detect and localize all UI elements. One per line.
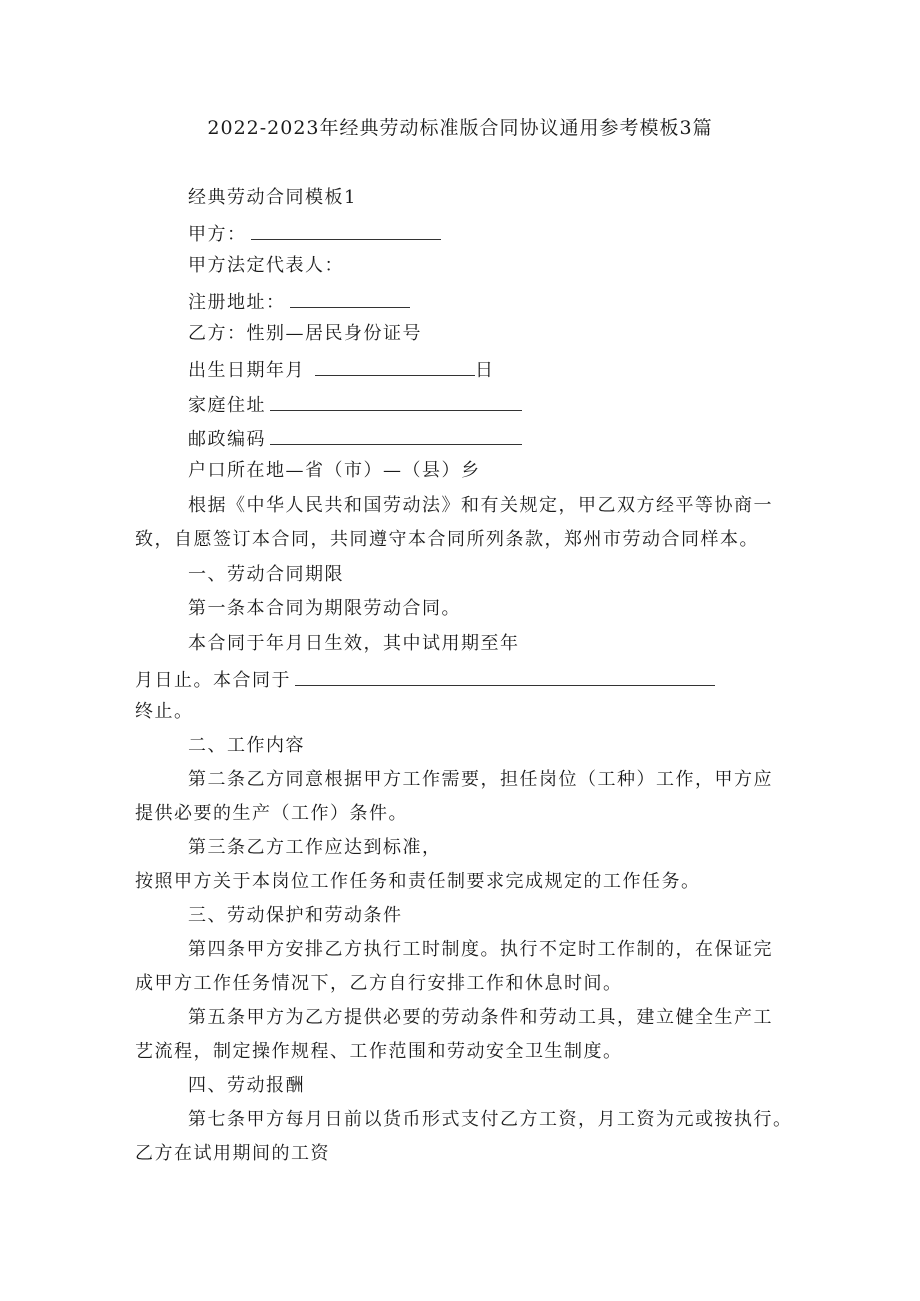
home-address-line (188, 390, 522, 419)
contract-end-label: 月日止。本合同于 (135, 670, 291, 691)
article-1-effective: 本合同于年月日生效，其中试用期至年 (188, 633, 520, 654)
section-heading-4: 四、劳动报酬 (188, 1075, 305, 1096)
article-7-line-2: 乙方在试用期间的工资 (135, 1143, 330, 1164)
article-4-line-2: 成甲方工作任务情况下，乙方自行安排工作和休息时间。 (135, 973, 623, 994)
birth-date-blank (315, 355, 475, 376)
birth-date-label: 出生日期年月 (188, 360, 305, 381)
section-heading-3: 三、劳动保护和劳动条件 (188, 905, 403, 926)
article-3-line-2: 按照甲方关于本岗位工作任务和责任制要求完成规定的工作任务。 (135, 871, 701, 892)
address-blank (290, 287, 410, 308)
template-heading: 经典劳动合同模板1 (188, 187, 357, 208)
home-address-blank (270, 390, 522, 411)
birth-day-label: 日 (475, 360, 495, 381)
address-label: 注册地址： (188, 292, 286, 313)
contract-termination: 终止。 (135, 701, 194, 722)
contract-end-line (135, 665, 715, 694)
section-heading-2: 二、工作内容 (188, 735, 305, 756)
home-address-label: 家庭住址 (188, 395, 266, 416)
postal-code-label: 邮政编码 (188, 429, 266, 450)
section-heading-1: 一、劳动合同期限 (188, 564, 344, 585)
article-2-line-2: 提供必要的生产（工作）条件。 (135, 803, 408, 824)
party-a-line (188, 219, 441, 248)
postal-code-blank (270, 424, 522, 445)
article-7-line-1: 第七条甲方每月日前以货币形式支付乙方工资，月工资为元或按执行。 (188, 1109, 793, 1130)
birth-date-line (188, 355, 495, 384)
party-b-line: 乙方：性别—居民身份证号 (188, 323, 422, 344)
article-1: 第一条本合同为期限劳动合同。 (188, 598, 461, 619)
document-title: 2022-2023年经典劳动标准版合同协议通用参考模板3篇 (207, 117, 713, 139)
article-5-line-2: 艺流程，制定操作规程、工作范围和劳动安全卫生制度。 (135, 1041, 623, 1062)
address-line (188, 287, 410, 316)
paragraph-preamble-1: 根据《中华人民共和国劳动法》和有关规定，甲乙双方经平等协商一 (188, 495, 773, 516)
article-2-line-1: 第二条乙方同意根据甲方工作需要，担任岗位（工种）工作，甲方应 (188, 769, 773, 790)
contract-end-blank (295, 665, 715, 686)
paragraph-preamble-2: 致，自愿签订本合同，共同遵守本合同所列条款，郑州市劳动合同样本。 (135, 529, 759, 550)
article-4-line-1: 第四条甲方安排乙方执行工时制度。执行不定时工作制的，在保证完 (188, 939, 773, 960)
legal-rep-label: 甲方法定代表人： (188, 255, 344, 276)
postal-code-line (188, 424, 522, 453)
article-3-line-1: 第三条乙方工作应达到标准， (188, 837, 442, 858)
party-a-blank (251, 219, 441, 240)
household-line: 户口所在地—省（市）—（县）乡 (188, 460, 481, 481)
party-a-label: 甲方： (188, 224, 247, 245)
article-5-line-1: 第五条甲方为乙方提供必要的劳动条件和劳动工具，建立健全生产工 (188, 1007, 773, 1028)
